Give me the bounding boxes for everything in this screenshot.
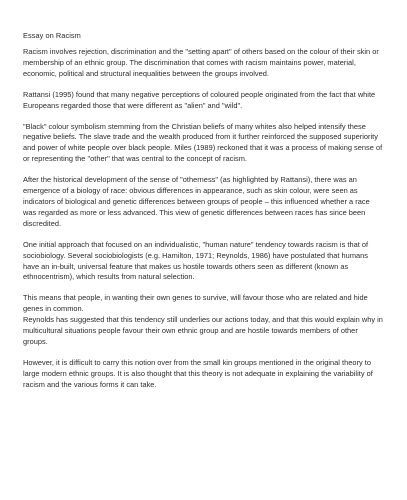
paragraph-reynolds: Reynolds has suggested that this tendency still underlies our actions today, and that this would explain why in multicultural situations people favour their own ethnic group and are hostile towards members of other groups. (23, 315, 383, 346)
paragraph-kin-groups: However, it is difficult to carry this notion over from the small kin groups mentioned in the original theory to large modern ethnic groups. It is also thought that this theory is not adequate in explaining the variability of racism and the various forms it can take. (23, 357, 373, 389)
paragraph-definition: Racism involves rejection, discrimination and the "setting apart" of others based on the colour of their skin or membership of an ethnic group. The discrimination that comes with racism maintains power, material, economic, political and structural inequalities between the groups involved. (23, 47, 379, 78)
paragraph-genes: This means that people, in wanting their own genes to survive, will favour those who are related and hide genes in common. (23, 293, 368, 314)
paragraph-colour-symbolism: "Black" colour symbolism stemming from the Christian beliefs of many whites also helped intensify these negative beliefs. The slave trade and the wealth produced from it further reinforced the supposed superiority and power of white people over black people. Miles (1989) reckoned that it was a process of making sense of or representing the "other" that was central to the concept of racism. (23, 121, 383, 164)
paragraph-sociobiology: One initial approach that focused on an individualistic, "human nature" tendency towards racism is that of sociobiology. Several sociobiologists (e.g. Hamilton, 1971; Reynolds, 1986) have postulated that humans have an in-built, universal feature that makes us hostile towards others seen as different (known as ethnocentrism), which results from natural selection. (23, 239, 369, 282)
paragraph-otherness: After the historical development of the sense of "otherness" (as highlighted by Rattansi), there was an emergence of a biology of race: obvious differences in appearance, such as skin colour, were seen as indicators of biological and genetic differences between groups of people – this influenced whether a race was regarded as more or less advanced. This view of genetic differences between races has since been discredited. (23, 175, 370, 228)
document-title: Essay on Racism (23, 31, 81, 40)
paragraph-rattansi: Rattansi (1995) found that many negative perceptions of coloured people originated from the fact that white Europeans regarded those that were different as "alien" and "wild". (23, 89, 376, 110)
